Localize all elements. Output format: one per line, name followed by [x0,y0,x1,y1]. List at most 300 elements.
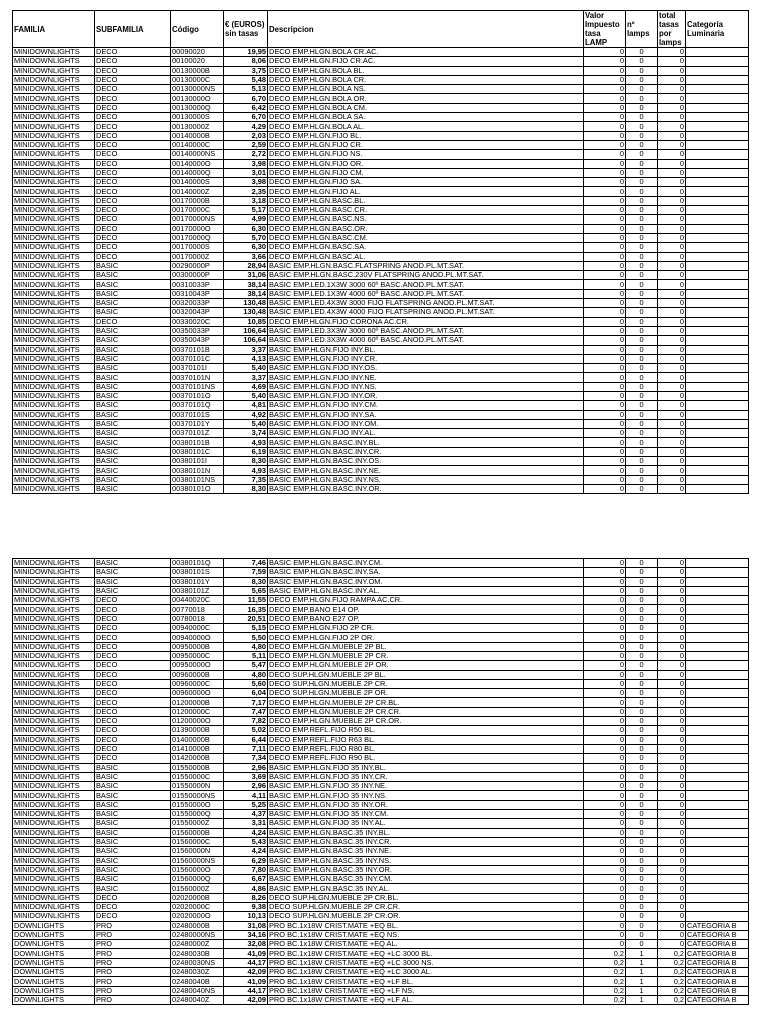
header-valor-impuesto: Valor Impuesto tasa LAMP [584,11,626,48]
cell-descripcion: BASIC EMP.HLGN.FIJO INY.SA. [268,410,584,419]
cell-descripcion: DECO EMP.HLGN.FIJO CM. [268,168,584,177]
cell-total-tasas: 0 [658,698,686,707]
cell-num-lamps: 0 [626,577,658,586]
cell-precio: 4,24 [224,828,268,837]
cell-familia: MINIDOWNLIGHTS [13,391,95,400]
cell-total-tasas: 0 [658,568,686,577]
cell-num-lamps: 1 [626,995,658,1004]
cell-precio: 4,11 [224,791,268,800]
table-row [13,707,749,716]
cell-valor-impuesto: 0,2 [584,986,626,995]
cell-valor-impuesto: 0 [584,810,626,819]
cell-descripcion: PRO BC.1x18W CRIST.MATE +EQ +LF NS. [268,986,584,995]
cell-codigo: 00380101C [171,447,224,456]
cell-categoria [686,382,749,391]
cell-codigo: 00330020C [171,317,224,326]
cell-valor-impuesto: 0 [584,568,626,577]
cell-subfamilia: DECO [95,75,171,84]
cell-codigo: 00370101Y [171,419,224,428]
cell-num-lamps: 0 [626,940,658,949]
cell-total-tasas: 0 [658,150,686,159]
cell-num-lamps: 0 [626,75,658,84]
table-row [13,122,749,131]
cell-subfamilia: DECO [95,66,171,75]
cell-precio: 4,86 [224,884,268,893]
cell-total-tasas: 0 [658,670,686,679]
cell-precio: 7,46 [224,559,268,568]
cell-precio: 5,70 [224,233,268,242]
table-row [13,196,749,205]
cell-descripcion: BASIC EMP.HLGN.FIJO 35 INY.BL. [268,763,584,772]
cell-num-lamps: 0 [626,196,658,205]
cell-categoria [686,912,749,921]
table-row [13,401,749,410]
cell-precio: 41,09 [224,949,268,958]
table-row [13,373,749,382]
cell-subfamilia: DECO [95,744,171,753]
cell-categoria [686,717,749,726]
cell-categoria [686,48,749,57]
cell-subfamilia: DECO [95,224,171,233]
cell-subfamilia: BASIC [95,261,171,270]
cell-subfamilia: DECO [95,912,171,921]
cell-codigo: 01560000B [171,828,224,837]
table-row [13,308,749,317]
cell-codigo: 00940000C [171,624,224,633]
table-row [13,75,749,84]
cell-descripcion: DECO EMP.REFL.FIJO R90 BL. [268,754,584,763]
cell-codigo: 02480040Z [171,995,224,1004]
cell-total-tasas: 0 [658,233,686,242]
cell-total-tasas: 0 [658,586,686,595]
cell-codigo: 01550000N [171,782,224,791]
cell-precio: 6,67 [224,875,268,884]
cell-descripcion: BASIC EMP.HLGN.BASC.INY.SA. [268,568,584,577]
cell-subfamilia: BASIC [95,271,171,280]
cell-familia: MINIDOWNLIGHTS [13,187,95,196]
cell-categoria [686,122,749,131]
cell-valor-impuesto: 0 [584,113,626,122]
table-row [13,958,749,967]
cell-familia: MINIDOWNLIGHTS [13,847,95,856]
cell-familia: DOWNLIGHTS [13,921,95,930]
cell-valor-impuesto: 0 [584,466,626,475]
cell-precio: 4,93 [224,438,268,447]
table-row [13,577,749,586]
cell-precio: 106,64 [224,326,268,335]
cell-familia: MINIDOWNLIGHTS [13,828,95,837]
cell-valor-impuesto: 0 [584,884,626,893]
cell-num-lamps: 0 [626,865,658,874]
cell-categoria [686,215,749,224]
cell-categoria [686,763,749,772]
cell-valor-impuesto: 0 [584,168,626,177]
cell-categoria: CATEGORIA B [686,977,749,986]
cell-valor-impuesto: 0 [584,642,626,651]
cell-descripcion: BASIC EMP.HLGN.FIJO INY.OR. [268,391,584,400]
cell-valor-impuesto: 0,2 [584,995,626,1004]
cell-total-tasas: 0 [658,159,686,168]
cell-valor-impuesto: 0 [584,726,626,735]
table-row [13,828,749,837]
cell-num-lamps: 0 [626,94,658,103]
table-row [13,782,749,791]
cell-categoria [686,744,749,753]
cell-precio: 5,13 [224,85,268,94]
cell-codigo: 01560000O [171,865,224,874]
cell-familia: MINIDOWNLIGHTS [13,373,95,382]
cell-codigo: 00170000B [171,196,224,205]
cell-precio: 106,64 [224,336,268,345]
cell-subfamilia: DECO [95,661,171,670]
cell-precio: 34,16 [224,930,268,939]
cell-total-tasas: 0 [658,614,686,623]
cell-categoria [686,457,749,466]
cell-total-tasas: 0 [658,168,686,177]
cell-descripcion: BASIC EMP.HLGN.FIJO 35 INY.AL. [268,819,584,828]
cell-num-lamps: 0 [626,679,658,688]
cell-descripcion: PRO BC.1x18W CRIST.MATE +EQ +LC 3000 NS. [268,958,584,967]
cell-subfamilia: DECO [95,140,171,149]
cell-total-tasas: 0 [658,457,686,466]
cell-total-tasas: 0 [658,57,686,66]
cell-total-tasas: 0 [658,902,686,911]
table-row [13,484,749,493]
table-row [13,206,749,215]
cell-valor-impuesto: 0 [584,271,626,280]
cell-codigo: 00440020C [171,596,224,605]
cell-descripcion: BASIC EMP.HLGN.FIJO INY.CM. [268,401,584,410]
cell-total-tasas: 0 [658,317,686,326]
cell-codigo: 00370101O [171,391,224,400]
cell-valor-impuesto: 0 [584,103,626,112]
cell-num-lamps: 0 [626,401,658,410]
cell-descripcion: BASIC EMP.HLGN.FIJO INY.NE. [268,373,584,382]
cell-precio: 3,18 [224,196,268,205]
cell-descripcion: BASIC EMP.HLGN.FIJO INY.CR. [268,354,584,363]
cell-num-lamps: 0 [626,735,658,744]
cell-familia: MINIDOWNLIGHTS [13,651,95,660]
table-row [13,429,749,438]
cell-subfamilia: DECO [95,178,171,187]
cell-familia: MINIDOWNLIGHTS [13,624,95,633]
cell-categoria [686,57,749,66]
cell-valor-impuesto: 0 [584,847,626,856]
cell-valor-impuesto: 0 [584,66,626,75]
cell-codigo: 01560000Z [171,884,224,893]
cell-num-lamps: 0 [626,308,658,317]
cell-subfamilia: DECO [95,679,171,688]
cell-codigo: 00140000Q [171,168,224,177]
cell-num-lamps: 0 [626,103,658,112]
table-row [13,810,749,819]
table-row [13,187,749,196]
cell-total-tasas: 0 [658,122,686,131]
cell-num-lamps: 0 [626,382,658,391]
cell-familia: MINIDOWNLIGHTS [13,559,95,568]
table-row [13,726,749,735]
cell-familia: MINIDOWNLIGHTS [13,865,95,874]
cell-total-tasas: 0 [658,140,686,149]
cell-precio: 5,48 [224,75,268,84]
cell-precio: 5,50 [224,633,268,642]
cell-valor-impuesto: 0 [584,150,626,159]
cell-descripcion: BASIC EMP.LED.4X3W 4000 FIJO FLATSPRING ANOD.PL.MT.SAT. [268,308,584,317]
cell-subfamilia: DECO [95,707,171,716]
cell-familia: MINIDOWNLIGHTS [13,726,95,735]
cell-precio: 3,74 [224,429,268,438]
cell-codigo: 02480030Z [171,968,224,977]
table-row [13,103,749,112]
table-row [13,48,749,57]
header-descripcion: Descripcion [268,11,584,48]
cell-descripcion: DECO EMP.HLGN.FIJO BL. [268,131,584,140]
cell-categoria [686,865,749,874]
cell-precio: 4,69 [224,382,268,391]
header-row [13,11,749,48]
cell-precio: 20,51 [224,614,268,623]
cell-valor-impuesto: 0 [584,586,626,595]
cell-categoria [686,354,749,363]
cell-precio: 5,40 [224,364,268,373]
cell-total-tasas: 0 [658,717,686,726]
cell-codigo: 00130000C [171,75,224,84]
cell-familia: MINIDOWNLIGHTS [13,410,95,419]
cell-categoria [686,261,749,270]
cell-num-lamps: 0 [626,810,658,819]
table-row [13,261,749,270]
cell-num-lamps: 0 [626,744,658,753]
cell-descripcion: DECO EMP.HLGN.BASC.AL. [268,252,584,261]
cell-valor-impuesto: 0 [584,280,626,289]
cell-total-tasas: 0 [658,85,686,94]
cell-total-tasas: 0 [658,847,686,856]
cell-familia: MINIDOWNLIGHTS [13,837,95,846]
cell-categoria: CATEGORIA B [686,986,749,995]
cell-categoria [686,791,749,800]
cell-categoria [686,75,749,84]
cell-descripcion: DECO EMP.HLGN.MUEBLE 2P CR.CR. [268,707,584,716]
cell-num-lamps: 0 [626,586,658,595]
cell-familia: MINIDOWNLIGHTS [13,48,95,57]
cell-subfamilia: BASIC [95,401,171,410]
cell-total-tasas: 0 [658,865,686,874]
cell-total-tasas: 0,2 [658,986,686,995]
cell-num-lamps: 0 [626,364,658,373]
cell-total-tasas: 0 [658,75,686,84]
cell-subfamilia: BASIC [95,568,171,577]
cell-codigo: 00170000Z [171,252,224,261]
cell-familia: MINIDOWNLIGHTS [13,215,95,224]
cell-precio: 6,44 [224,735,268,744]
cell-valor-impuesto: 0 [584,670,626,679]
cell-familia: MINIDOWNLIGHTS [13,810,95,819]
cell-num-lamps: 0 [626,884,658,893]
cell-subfamilia: BASIC [95,772,171,781]
cell-descripcion: DECO EMP.HLGN.FIJO 2P OR. [268,633,584,642]
cell-categoria [686,624,749,633]
cell-categoria [686,447,749,456]
cell-subfamilia: DECO [95,735,171,744]
cell-total-tasas: 0 [658,373,686,382]
cell-valor-impuesto: 0 [584,75,626,84]
cell-total-tasas: 0 [658,131,686,140]
cell-codigo: 00940000O [171,633,224,642]
cell-categoria [686,131,749,140]
cell-precio: 44,17 [224,986,268,995]
cell-descripcion: BASIC EMP.HLGN.BASC.INY.CR. [268,447,584,456]
cell-subfamilia: BASIC [95,354,171,363]
cell-subfamilia: PRO [95,995,171,1004]
cell-num-lamps: 0 [626,243,658,252]
cell-familia: MINIDOWNLIGHTS [13,326,95,335]
cell-codigo: 00130000S [171,113,224,122]
table-row [13,679,749,688]
cell-precio: 42,09 [224,968,268,977]
cell-total-tasas: 0,2 [658,977,686,986]
cell-num-lamps: 0 [626,791,658,800]
cell-categoria [686,289,749,298]
table-row [13,614,749,623]
cell-precio: 6,70 [224,94,268,103]
cell-familia: MINIDOWNLIGHTS [13,707,95,716]
cell-familia: MINIDOWNLIGHTS [13,280,95,289]
cell-codigo: 00950000O [171,661,224,670]
cell-categoria [686,689,749,698]
cell-num-lamps: 0 [626,782,658,791]
cell-num-lamps: 0 [626,596,658,605]
cell-valor-impuesto: 0 [584,457,626,466]
cell-num-lamps: 0 [626,800,658,809]
cell-valor-impuesto: 0 [584,391,626,400]
cell-descripcion: BASIC EMP.HLGN.BASC.35 INY.NE. [268,847,584,856]
cell-descripcion: BASIC EMP.HLGN.BASC.INY.BL. [268,438,584,447]
cell-total-tasas: 0 [658,447,686,456]
cell-categoria [686,661,749,670]
table-body [13,48,749,494]
price-table-page-1 [12,10,749,494]
cell-codigo: 00310043P [171,289,224,298]
cell-familia: MINIDOWNLIGHTS [13,633,95,642]
cell-valor-impuesto: 0,2 [584,977,626,986]
cell-categoria [686,196,749,205]
cell-familia: MINIDOWNLIGHTS [13,670,95,679]
cell-descripcion: DECO EMP.HLGN.MUEBLE 2P OR. [268,661,584,670]
cell-precio: 7,17 [224,698,268,707]
cell-total-tasas: 0 [658,196,686,205]
table-row [13,326,749,335]
cell-descripcion: BASIC EMP.HLGN.BASC.35 INY.AL. [268,884,584,893]
cell-precio: 2,72 [224,150,268,159]
cell-precio: 5,40 [224,419,268,428]
cell-num-lamps: 0 [626,772,658,781]
cell-valor-impuesto: 0 [584,94,626,103]
cell-subfamilia: BASIC [95,289,171,298]
cell-subfamilia: DECO [95,196,171,205]
cell-subfamilia: BASIC [95,410,171,419]
cell-total-tasas: 0 [658,429,686,438]
cell-descripcion: DECO EMP.HLGN.BOLA SA. [268,113,584,122]
table-row [13,243,749,252]
cell-subfamilia: BASIC [95,299,171,308]
cell-subfamilia: DECO [95,113,171,122]
cell-familia: MINIDOWNLIGHTS [13,66,95,75]
cell-num-lamps: 0 [626,457,658,466]
cell-precio: 3,01 [224,168,268,177]
cell-subfamilia: PRO [95,986,171,995]
cell-codigo: 00100020 [171,57,224,66]
cell-descripcion: BASIC EMP.HLGN.FIJO INY.AL. [268,429,584,438]
cell-total-tasas: 0 [658,837,686,846]
table-row [13,651,749,660]
cell-familia: MINIDOWNLIGHTS [13,252,95,261]
cell-codigo: 01550000B [171,763,224,772]
cell-subfamilia: PRO [95,921,171,930]
cell-codigo: 01550000Q [171,810,224,819]
cell-valor-impuesto: 0 [584,429,626,438]
cell-valor-impuesto: 0 [584,865,626,874]
cell-codigo: 00370101Z [171,429,224,438]
cell-codigo: 00350033P [171,326,224,335]
cell-categoria [686,224,749,233]
table-row [13,345,749,354]
cell-codigo: 01200000B [171,698,224,707]
cell-total-tasas: 0 [658,215,686,224]
cell-descripcion: BASIC EMP.HLGN.BASC.FLATSPRING ANOD.PL.MT.SAT. [268,261,584,270]
cell-codigo: 00960000C [171,679,224,688]
cell-num-lamps: 0 [626,828,658,837]
cell-categoria [686,168,749,177]
table-row [13,336,749,345]
cell-total-tasas: 0 [658,651,686,660]
cell-familia: MINIDOWNLIGHTS [13,484,95,493]
cell-precio: 8,30 [224,457,268,466]
cell-total-tasas: 0 [658,791,686,800]
cell-num-lamps: 0 [626,168,658,177]
cell-valor-impuesto: 0 [584,48,626,57]
cell-descripcion: BASIC EMP.HLGN.BASC.INY.OR. [268,484,584,493]
cell-codigo: 00130000NS [171,85,224,94]
cell-descripcion: BASIC EMP.HLGN.FIJO 35 INY.CM. [268,810,584,819]
cell-codigo: 00310033P [171,280,224,289]
cell-codigo: 00170000NS [171,215,224,224]
table-body [13,559,749,1005]
cell-num-lamps: 0 [626,419,658,428]
cell-codigo: 00380101Y [171,577,224,586]
table-row [13,856,749,865]
cell-descripcion: BASIC EMP.LED.1X3W 3000 60º BASC.ANOD.PL.MT.SAT. [268,280,584,289]
cell-subfamilia: DECO [95,85,171,94]
cell-descripcion: BASIC EMP.HLGN.FIJO 35 INY.OR. [268,800,584,809]
cell-codigo: 00140000NS [171,150,224,159]
cell-familia: MINIDOWNLIGHTS [13,131,95,140]
cell-codigo: 00370101S [171,410,224,419]
cell-num-lamps: 0 [626,48,658,57]
cell-valor-impuesto: 0 [584,633,626,642]
cell-familia: MINIDOWNLIGHTS [13,679,95,688]
cell-precio: 6,42 [224,103,268,112]
cell-valor-impuesto: 0 [584,940,626,949]
cell-descripcion: DECO EMP.HLGN.FIJO CR.AC. [268,57,584,66]
cell-num-lamps: 0 [626,299,658,308]
cell-num-lamps: 0 [626,902,658,911]
cell-familia: MINIDOWNLIGHTS [13,103,95,112]
cell-descripcion: DECO EMP.BANO E14 OP. [268,605,584,614]
cell-total-tasas: 0 [658,596,686,605]
cell-valor-impuesto: 0 [584,902,626,911]
table-row [13,605,749,614]
cell-subfamilia: BASIC [95,308,171,317]
